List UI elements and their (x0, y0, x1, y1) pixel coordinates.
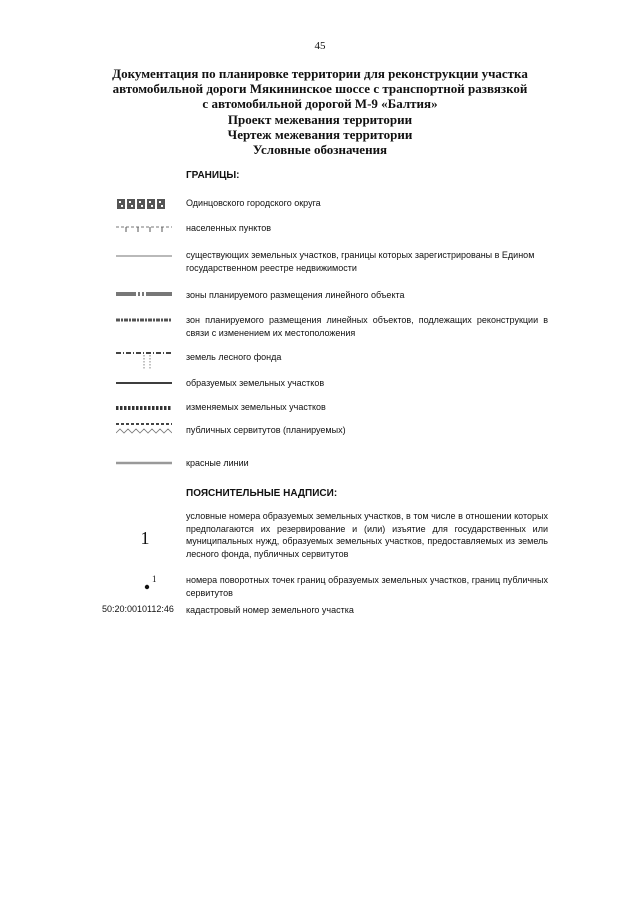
legend-forest-fund-label: земель лесного фонда (186, 352, 282, 362)
borders-heading: ГРАНИЦЫ: (186, 170, 240, 181)
title-line-1: Документация по планировке территории для реконструкции участка (112, 66, 528, 81)
legend-modified-parcel-label: изменяемых земельных участков (186, 402, 326, 412)
turning-point-icon (144, 584, 150, 590)
note-parcel-numbers-label: условные номера образуемых земельных участков, в том числе в отношении которых предполагаются их резервирование и (или) изъятие для государственных или муниципальных нужд, образуемых земельных участков, предоставляемых из земель лесного фонда, публичных сервитутов (186, 511, 548, 559)
document-title (110, 66, 530, 157)
parcel-number-symbol: 1 (140, 528, 150, 548)
notes-heading: ПОЯСНИТЕЛЬНЫЕ НАДПИСИ: (186, 488, 338, 499)
legend-linear-object-zone-label: зоны планируемого размещения линейного объекта (186, 290, 405, 300)
public-easement-icon (116, 421, 172, 437)
relocated-objects-zone-icon (116, 313, 172, 329)
forest-fund-boundary-icon (116, 349, 172, 371)
title-line-2: автомобильной дороги Мякининское шоссе с транспортной развязкой (112, 81, 528, 97)
page-number: 45 (314, 40, 326, 52)
registered-parcel-boundary-icon (116, 248, 172, 264)
title-line-5: Чертеж межевания территории (227, 126, 413, 142)
legend-municipal-boundary-label: Одинцовского городского округа (186, 198, 321, 208)
legend-relocated-objects-label: зон планируемого размещения линейных объектов, подлежащих реконструкции в связи с изменением их местоположения (186, 315, 548, 338)
title-line-6: Условные обозначения (252, 142, 388, 158)
legend-settlement-boundary-label: населенных пунктов (186, 223, 272, 233)
formed-parcel-boundary-icon (116, 375, 172, 391)
linear-object-zone-icon (116, 287, 172, 303)
modified-parcel-boundary-icon (116, 400, 172, 416)
legend-registered-parcel-label: существующих земельных участков, границы которых зарегистрированы в Едином государственном реестре недвижимости (186, 250, 535, 273)
turning-point-number: 1 (152, 574, 157, 584)
municipal-boundary-icon (116, 196, 172, 212)
turning-point-symbol (130, 574, 170, 594)
cadastral-number-example: 50:20:0010112:46 (102, 604, 174, 614)
note-cadastral-number-label: кадастровый номер земельного участка (186, 605, 354, 615)
red-line-icon (116, 455, 172, 471)
legend-red-line-label: красные линии (186, 458, 249, 468)
legend-public-easement-label: публичных сервитутов (планируемых) (186, 425, 346, 435)
note-turning-points-label: номера поворотных точек границ образуемых земельных участков, границ публичных сервитутов (186, 575, 548, 598)
title-line-3: с автомобильной дорогой М-9 «Балтия» (202, 96, 438, 112)
legend-formed-parcel-label: образуемых земельных участков (186, 378, 325, 388)
title-line-4: Проект межевания территории (227, 111, 413, 127)
settlement-boundary-icon (116, 221, 172, 237)
